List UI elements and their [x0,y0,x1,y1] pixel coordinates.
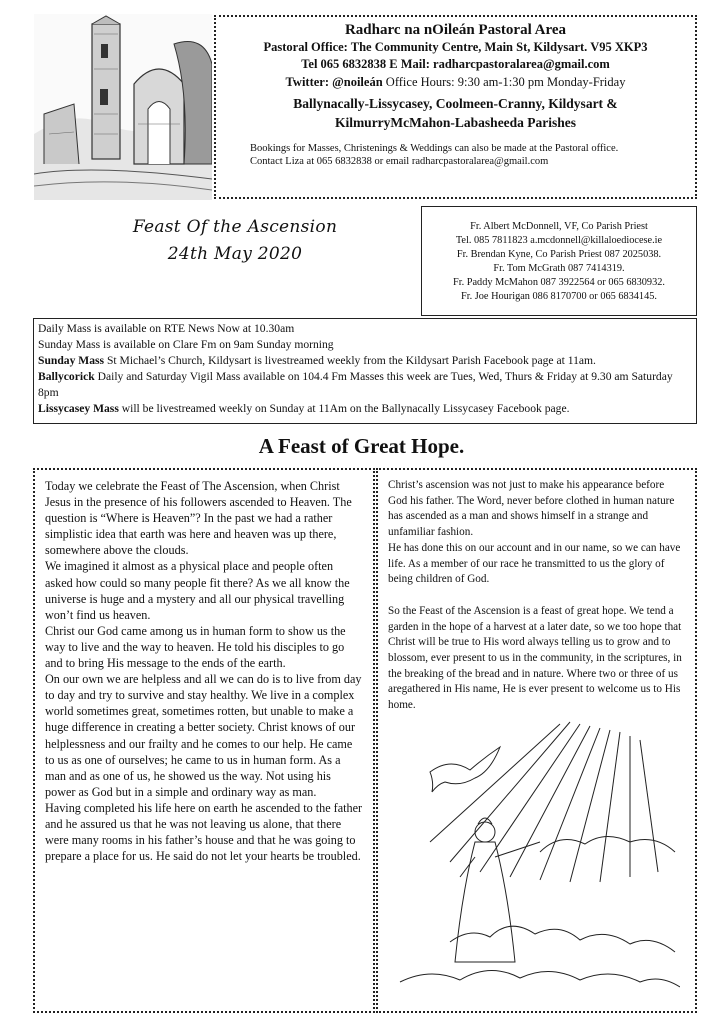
clergy-line: Fr. Paddy McMahon 087 3922564 or 065 6830932. [453,277,665,288]
clergy-line: Fr. Joe Hourigan 086 8170700 or 065 6834145. [461,291,657,302]
article-headline: A Feast of Great Hope. [258,434,465,458]
ascension-illustration [390,712,680,1002]
mass-schedule [33,318,697,424]
bookings-line-2: Contact Liza at 065 6832838 or email radharcpastoralarea@gmail.com [250,156,549,167]
pastoral-area-title: Radharc na nOileán Pastoral Area [344,22,567,38]
ballycorick-label: Ballycorick [38,370,95,383]
twitter-office-hours [216,73,695,91]
pastoral-office-address: Pastoral Office: The Community Centre, Main St, Kildysart. V95 XKP3 [263,40,648,54]
article-paragraph: On our own we are helpless and all we can do is to live from day to day and try to survive and stay healthy. We live in a complex world sometimes great, sometimes rotten, but unable to make a huge difference in creating a better society. Christ knows of our helplessness and our frailty and he comes to our help. He came to us as one of ourselves; he came to us in human form. As a man and as one of us, he showed us the way. Not using his power as God but in a simple and ordinary way as man. [45,672,362,799]
pastoral-header [214,15,697,199]
mass-line-5 [38,401,692,417]
sunday-mass-details: St Michael’s Church, Kildysart is livestreamed weekly from the Kildysart Parish Facebook page at 11am. [104,354,596,367]
parishes-line-1: Ballynacally-Lissycasey, Coolmeen-Cranny, Kildysart & [293,96,618,111]
clergy-line: Fr. Albert McDonnell, VF, Co Parish Priest [470,221,648,232]
twitter-handle: Twitter: @noileán [285,75,383,89]
article-paragraph: So the Feast of the Ascension is a feast of great hope. We tend a garden in the hope of a harvest at a later date, so we too hope that Christ will be true to His word always telling us to grow and to blossom, ever present to us in the community, in the scriptures, in the breaking of the bread and in nature. Where two or three of us aregathered in His name, He is ever present to welcome us to His home. [388,604,682,712]
mass-line-1: Daily Mass is available on RTE News Now at 10.30am [38,322,295,335]
office-hours: Office Hours: 9:30 am-1:30 pm Monday-Friday [382,75,626,89]
clergy-line: Fr. Tom McGrath 087 7414319. [493,263,625,274]
bookings-note [250,142,695,168]
pastoral-contact: Tel 065 6832838 E Mail: radharcpastoralarea@gmail.com [301,57,610,71]
parishes-line-2: KilmurryMcMahon-Labasheeda Parishes [334,115,577,130]
feast-date: 24th May 2020 [167,244,303,264]
article-left-column [33,468,375,1013]
clergy-line: Tel. 085 7811823 a.mcdonnell@killaloediocese.ie [455,235,663,246]
ballycorick-details: Daily and Saturday Vigil Mass available on 104.4 Fm Masses this week are Tues, Wed, Thurs & Friday at 9.30 am Saturday 8pm [38,370,673,399]
article-paragraph: He has done this on our account and in our name, so we can have life. As a member of our race he transmitted to us the glory of being children of God. [388,541,681,586]
article-paragraph: We imagined it almost as a physical place and people often asked how could so many people fit there? As we all know the universe is huge and a mystery and all our physical travelling won’t find us heaven. [45,559,350,622]
lissycasey-label: Lissycasey Mass [38,402,119,415]
article-paragraph: Today we celebrate the Feast of The Ascension, when Christ Jesus in the presence of his followers ascended to Heaven. The question is “Where is Heaven”? In the past we had a rather simplistic idea that earth was here and heaven was up there, somewhere above the clouds. [45,479,352,558]
feast-title: Feast Of the Ascension [132,217,338,237]
bookings-line-1: Bookings for Masses, Christenings & Weddings can also be made at the Pastoral office. [250,143,619,154]
article-paragraph: Having completed his life here on earth he ascended to the father and he assured us that he was not leaving us alone, that there were many rooms in his father’s house and that he was going to prepare a place for us. He said do not let your hearts be troubled. [45,800,363,864]
church-ruin-image [34,14,212,200]
clergy-line: Fr. Brendan Kyne, Co Parish Priest 087 2025038. [456,249,662,260]
clergy-contacts [421,206,697,316]
mass-line-2: Sunday Mass is available on Clare Fm on 9am Sunday morning [38,338,334,351]
sunday-mass-label: Sunday Mass [38,354,105,367]
mass-line-3 [38,353,692,369]
article-paragraph: Christ’s ascension was not just to make his appearance before God his father. The Word, never before clothed in human nature has ascended as a man and shows himself in a strange and unfamiliar fashion. [388,479,675,539]
parishes-list [216,94,695,132]
lissycasey-details: will be livestreamed weekly on Sunday at 11Am on the Ballynacally Lissycasey Facebook page. [118,402,570,415]
mass-line-4 [38,369,692,401]
article-paragraph: Christ our God came among us in human form to show us the way to live and the way to heaven. He told his disciples to go and to bring His message to the ends of the earth. [45,623,346,671]
feast-heading [90,214,380,268]
